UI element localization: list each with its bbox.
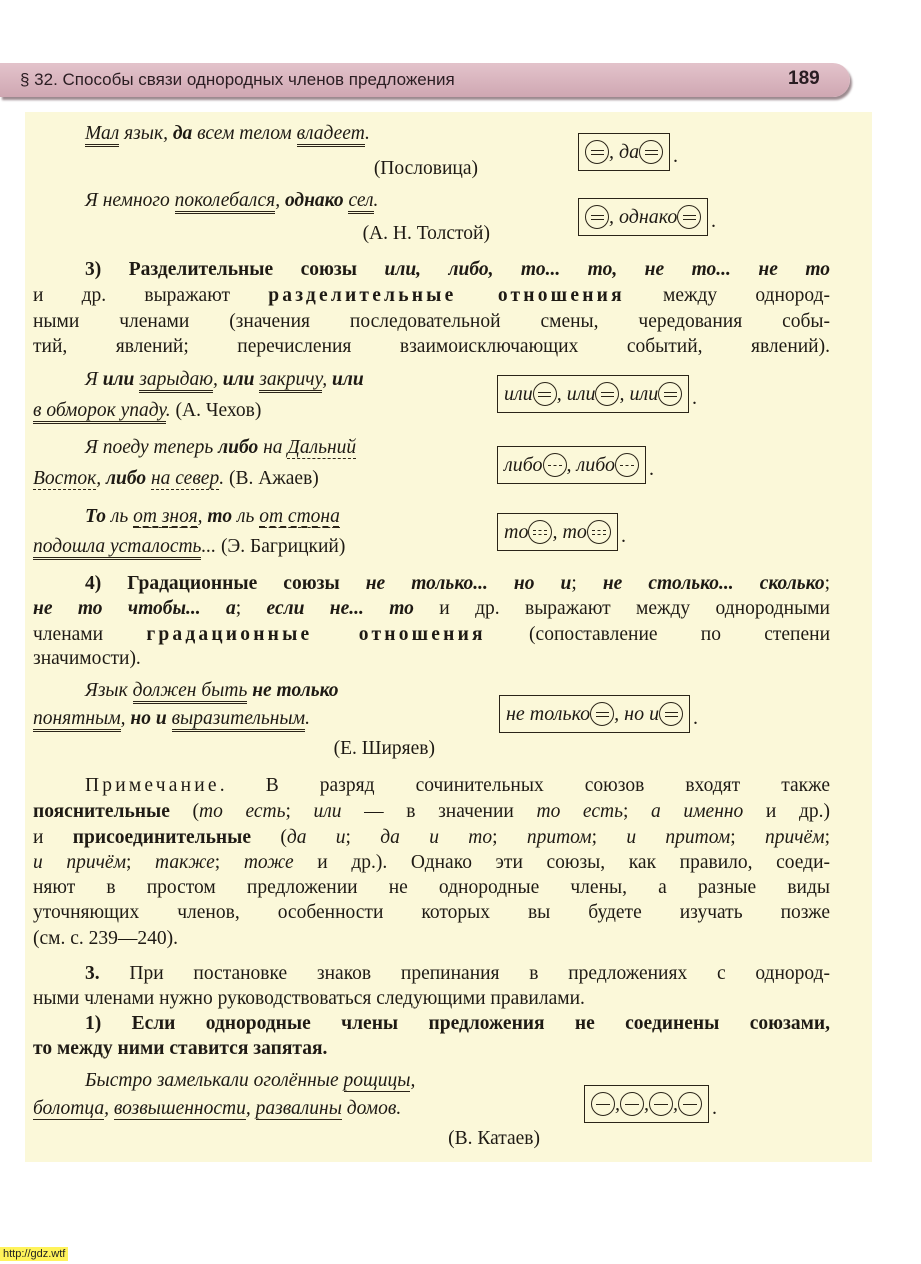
scheme-conjunction: ,	[615, 1092, 620, 1115]
text-segment: ;	[492, 827, 527, 848]
text-segment: ,	[212, 369, 223, 390]
text-segment: ;	[622, 801, 651, 822]
text-segment: пояснительные	[33, 801, 170, 822]
underlined-sentence-member: поколебался	[175, 190, 276, 214]
section-header-bar	[0, 63, 850, 97]
text-segment: . В разряд сочинительных союзов входят также	[219, 775, 830, 796]
text-segment: домов.	[341, 1098, 402, 1119]
source-attribution	[200, 737, 435, 761]
text-segment: либо	[218, 437, 259, 458]
rule-line	[33, 647, 141, 671]
text-segment: При постановке знаков препинания в предложениях с однород-	[99, 963, 830, 984]
example-line	[85, 368, 364, 392]
text-segment: ными членами нужно руководствоваться следующими правилами.	[33, 988, 585, 1009]
scheme-conjunction: , то	[552, 520, 587, 543]
member-circle-icon	[659, 702, 683, 726]
text-segment: то	[207, 506, 233, 527]
text-segment: на	[258, 437, 288, 458]
underlined-sentence-member: возвышенности	[113, 1098, 246, 1119]
text-segment: ;	[591, 827, 627, 848]
member-circle-icon	[595, 382, 619, 406]
text-segment: .	[365, 123, 370, 144]
underlined-sentence-member: закричу	[259, 369, 322, 393]
double-line-mark-icon	[683, 215, 696, 220]
scheme-conjunction: либо	[504, 453, 543, 476]
double-line-mark-icon	[591, 150, 604, 155]
text-segment: Я поеду теперь	[85, 437, 219, 458]
text-segment: .	[165, 400, 171, 421]
sentence-scheme	[578, 133, 670, 171]
text-segment: 1) Если однородные члены предложения не соединены союзами,	[85, 1013, 830, 1034]
dashdot-line-mark-icon	[548, 465, 562, 466]
text-segment: язык,	[119, 123, 173, 144]
member-circle-icon	[639, 140, 663, 164]
text-segment: ;	[126, 852, 156, 873]
text-segment: либо	[106, 468, 147, 489]
text-segment: то между ними ставится запятая.	[33, 1038, 328, 1059]
underlined-sentence-member: болотца	[33, 1098, 105, 1119]
note-line	[33, 876, 830, 900]
text-segment: .	[373, 190, 379, 211]
member-circle-icon	[590, 702, 614, 726]
text-segment: не столько... сколько	[602, 573, 825, 594]
note-line	[33, 826, 830, 850]
text-segment: ,	[197, 506, 208, 527]
text-segment: ;	[214, 852, 244, 873]
note-line	[33, 901, 830, 925]
text-segment: Я немного	[85, 190, 175, 211]
text-segment: или	[222, 369, 255, 390]
example-line	[33, 1097, 401, 1121]
text-segment: (сопоставление по степени	[485, 624, 831, 645]
rule-line	[85, 962, 830, 986]
member-circle-icon	[591, 1092, 615, 1116]
underlined-sentence-member: от стона	[259, 506, 340, 527]
text-segment: разделительные отношения	[268, 285, 625, 306]
text-segment: ;	[235, 598, 267, 619]
scheme-period: .	[711, 210, 716, 232]
text-segment: и др. выражают между однородными	[413, 598, 830, 619]
text-segment: да и то	[380, 827, 493, 848]
underlined-sentence-member: подошла усталость	[33, 536, 201, 560]
text-segment: между однород-	[624, 285, 831, 306]
rule-line	[33, 310, 830, 334]
text-segment: ;	[345, 827, 381, 848]
text-segment: ...	[201, 536, 217, 557]
sentence-scheme	[497, 513, 618, 551]
text-segment: но и	[130, 708, 167, 729]
member-circle-icon	[658, 382, 682, 406]
sentence-scheme	[497, 446, 646, 484]
rule-line	[85, 572, 830, 596]
rule-line	[33, 597, 830, 621]
underlined-sentence-member: от зноя	[133, 506, 198, 527]
text-segment: (	[169, 801, 199, 822]
text-segment: ;	[824, 827, 831, 848]
underlined-sentence-member: Дальний	[287, 437, 357, 458]
text-segment	[167, 708, 172, 729]
double-line-mark-icon	[665, 712, 678, 717]
sentence-scheme	[584, 1085, 709, 1123]
sentence-scheme	[497, 375, 689, 413]
note-line	[85, 774, 830, 798]
text-segment: (Е. Ширяев)	[333, 738, 435, 759]
double-line-mark-icon	[538, 392, 551, 397]
rule-line	[85, 1012, 830, 1036]
member-circle-icon	[615, 453, 639, 477]
text-segment: (см. с. 239—240).	[33, 928, 179, 949]
text-segment: — в значении	[341, 801, 537, 822]
text-segment: причём	[764, 827, 825, 848]
text-segment: Быстро замелькали оголённые	[85, 1070, 344, 1091]
text-segment: однако	[284, 190, 344, 211]
underlined-sentence-member: понятным	[33, 708, 121, 732]
dashdash-line-mark-icon	[533, 530, 547, 535]
text-segment: всем телом	[192, 123, 297, 144]
text-segment: а именно	[651, 801, 744, 822]
dashdash-line-mark-icon	[592, 530, 606, 535]
text-segment: ,	[245, 1098, 256, 1119]
scheme-conjunction: , или	[556, 382, 596, 405]
text-segment: уточняющих членов, особенности которых вы будете изучать позже	[33, 902, 830, 923]
text-segment: и др.). Однако эти союзы, как правило, соеди-	[293, 852, 830, 873]
text-segment: Примечание	[85, 775, 220, 796]
example-line	[33, 707, 310, 731]
scheme-conjunction: ,	[644, 1092, 649, 1115]
example-line	[85, 436, 356, 460]
text-segment: и др. выражают	[33, 285, 269, 306]
text-segment: .	[305, 708, 310, 729]
rule-line	[85, 258, 830, 282]
scheme-period: .	[712, 1097, 717, 1119]
text-segment: ,	[322, 369, 333, 390]
note-line	[33, 927, 178, 951]
text-segment: 3.	[85, 963, 100, 984]
member-circle-icon	[677, 205, 701, 229]
member-circle-icon	[649, 1092, 673, 1116]
underlined-sentence-member: рощицы	[343, 1070, 411, 1091]
example-line	[33, 467, 319, 491]
source-attribution	[300, 1127, 540, 1151]
single-line-mark-icon	[654, 1104, 668, 1105]
text-segment: ,	[96, 468, 107, 489]
double-line-mark-icon	[596, 712, 609, 717]
text-segment: (Э. Багрицкий)	[216, 536, 346, 557]
scheme-conjunction: то	[504, 520, 529, 543]
sentence-scheme	[499, 695, 690, 733]
text-segment: значимости).	[33, 648, 141, 669]
text-segment: и притом	[626, 827, 731, 848]
text-segment: тий, явлений; перечисления взаимоисключающих событий, явлений).	[33, 336, 830, 357]
sentence-scheme	[578, 198, 708, 236]
text-segment: или	[313, 801, 342, 822]
text-segment: ;	[571, 573, 603, 594]
text-segment: градационные отношения	[146, 624, 486, 645]
text-segment: то есть	[536, 801, 623, 822]
text-segment: (В. Ажаев)	[224, 468, 319, 489]
text-segment: Я	[85, 369, 103, 390]
text-segment: (В. Катаев)	[448, 1128, 540, 1149]
scheme-period: .	[621, 525, 626, 547]
example-line	[33, 535, 345, 559]
text-segment: ;	[824, 573, 830, 594]
double-line-mark-icon	[645, 150, 658, 155]
text-segment: тоже	[243, 852, 294, 873]
rule-line	[33, 284, 830, 308]
double-line-mark-icon	[601, 392, 614, 397]
example-line	[85, 189, 378, 213]
text-segment: притом	[526, 827, 592, 848]
double-line-mark-icon	[664, 392, 677, 397]
rule-line	[33, 987, 585, 1011]
text-segment: или, либо, то... то, не то... не то	[384, 259, 830, 280]
text-segment: (А. Н. Толстой)	[362, 223, 490, 244]
text-segment: 4) Градационные союзы	[85, 573, 366, 594]
source-attribution	[250, 157, 478, 181]
example-line	[33, 399, 261, 423]
underlined-sentence-member: владеет	[297, 123, 365, 147]
member-circle-icon	[585, 205, 609, 229]
text-segment: ;	[730, 827, 765, 848]
underlined-sentence-member: Восток	[33, 468, 97, 489]
text-segment: ,	[120, 708, 131, 729]
text-segment: да	[172, 123, 193, 144]
section-title: § 32. Способы связи однородных членов предложения	[20, 70, 455, 89]
scheme-conjunction: , да	[609, 140, 640, 163]
text-segment: (	[251, 827, 287, 848]
text-segment: или	[332, 369, 364, 390]
footer-link[interactable]: http://gdz.wtf	[0, 1247, 68, 1261]
note-line	[33, 800, 830, 824]
rule-line	[33, 1037, 327, 1061]
scheme-conjunction: , но и	[614, 702, 660, 725]
underlined-sentence-member: развалины	[255, 1098, 342, 1119]
member-circle-icon	[533, 382, 557, 406]
text-segment: не только	[252, 680, 339, 701]
underlined-sentence-member: должен быть	[133, 680, 248, 704]
text-segment: (А. Чехов)	[170, 400, 262, 421]
dashdot-line-mark-icon	[620, 465, 634, 466]
scheme-conjunction: , однако	[609, 205, 678, 228]
member-circle-icon	[620, 1092, 644, 1116]
text-segment: .	[219, 468, 225, 489]
single-line-mark-icon	[683, 1104, 697, 1105]
note-line	[33, 851, 830, 875]
page-number: 189	[788, 68, 820, 89]
member-circle-icon	[543, 453, 567, 477]
rule-line	[33, 335, 830, 359]
text-segment: няют в простом предложении не однородные члены, а разные виды	[33, 877, 830, 898]
text-segment: 3) Разделительные союзы	[85, 259, 385, 280]
underlined-sentence-member: Мал	[85, 123, 119, 147]
member-circle-icon	[678, 1092, 702, 1116]
text-segment: ль	[232, 506, 260, 527]
double-line-mark-icon	[591, 215, 604, 220]
underlined-sentence-member: сел	[348, 190, 373, 214]
text-segment: ль	[105, 506, 134, 527]
text-segment: да и	[286, 827, 346, 848]
text-segment: ными членами (значения последовательной смены, чередования собы-	[33, 311, 830, 332]
text-segment: ,	[410, 1070, 416, 1091]
scheme-conjunction: ,	[673, 1092, 678, 1115]
example-line	[85, 1069, 415, 1093]
text-segment: ,	[104, 1098, 114, 1119]
scheme-conjunction: или	[504, 382, 533, 405]
text-segment: присоединительные	[72, 827, 252, 848]
text-segment: ,	[275, 190, 285, 211]
example-line	[85, 505, 340, 529]
underlined-sentence-member: в обморок упаду	[33, 400, 166, 424]
text-segment: не только... но и	[365, 573, 572, 594]
rule-line	[33, 623, 830, 647]
text-segment: то есть	[199, 801, 286, 822]
member-circle-icon	[587, 520, 611, 544]
scheme-period: .	[673, 145, 678, 167]
single-line-mark-icon	[625, 1104, 639, 1105]
text-segment: Язык	[85, 680, 133, 701]
text-segment: ;	[285, 801, 314, 822]
text-segment: не то чтобы... а	[33, 598, 236, 619]
text-segment: если не... то	[266, 598, 414, 619]
text-segment: То	[85, 506, 106, 527]
scheme-period: .	[692, 387, 697, 409]
example-line	[85, 679, 339, 703]
underlined-sentence-member: зарыдаю	[139, 369, 213, 393]
scheme-conjunction: , или	[619, 382, 659, 405]
scheme-period: .	[693, 707, 698, 729]
text-segment: или	[102, 369, 135, 390]
text-segment: (Пословица)	[373, 158, 478, 179]
source-attribution	[250, 222, 490, 246]
text-segment: и др.)	[743, 801, 831, 822]
text-segment: и	[33, 827, 73, 848]
member-circle-icon	[585, 140, 609, 164]
text-segment: членами	[33, 624, 147, 645]
member-circle-icon	[528, 520, 552, 544]
scheme-conjunction: не только	[506, 702, 591, 725]
single-line-mark-icon	[596, 1104, 610, 1105]
underlined-sentence-member: выразительным	[172, 708, 305, 732]
example-line	[85, 122, 370, 146]
text-segment: также	[155, 852, 215, 873]
text-segment: и причём	[33, 852, 127, 873]
scheme-conjunction: , либо	[566, 453, 616, 476]
scheme-period: .	[649, 458, 654, 480]
underlined-sentence-member: на север	[150, 468, 220, 489]
